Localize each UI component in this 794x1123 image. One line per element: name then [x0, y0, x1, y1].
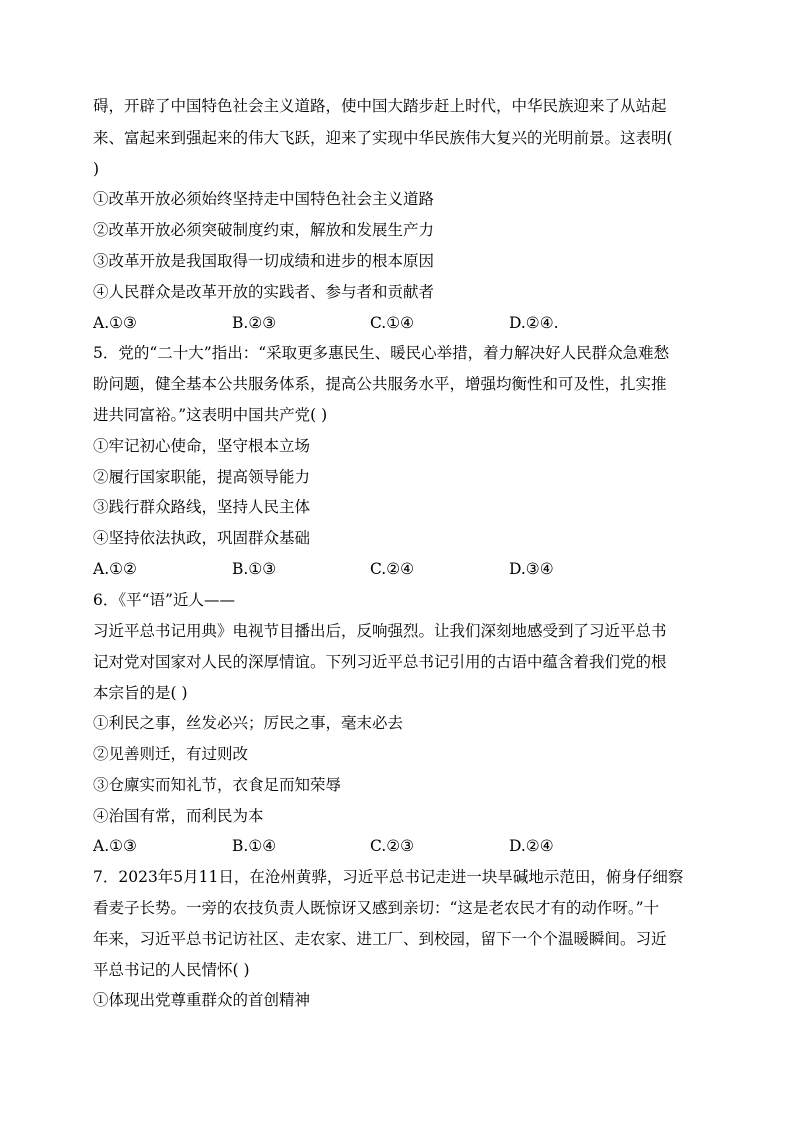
q6-option-a: A.①③: [93, 837, 137, 855]
q6-item-2: ②见善则迁，有过则改: [93, 745, 249, 763]
q5-item-1: ①牢记初心使命，坚守根本立场: [93, 437, 311, 455]
q7-line-2: 看麦子长势。一旁的农技负责人既惊讶又感到亲切：“这是老农民才有的动作呀。”十: [93, 899, 660, 917]
q4-option-a: A.①③: [93, 314, 137, 332]
q5-line-3: 进共同富裕。”这表明中国共产党( ): [93, 406, 328, 424]
q7-line-3: 年来，习近平总书记访社区、走农家、进工厂、到校园，留下一个个温暖瞬间。习近: [93, 930, 667, 948]
q4-item-1: ①改革开放必须始终坚持走中国特色社会主义道路: [93, 190, 435, 208]
q4-line-1: 碍，开辟了中国特色社会主义道路，使中国大踏步赶上时代，中华民族迎来了从站起: [93, 97, 667, 115]
q6-option-b: B.①④: [232, 837, 277, 855]
q4-item-3: ③改革开放是我国取得一切成绩和进步的根本原因: [93, 252, 435, 270]
q6-line-3: 记对党对国家对人民的深厚情谊。下列习近平总书记引用的古语中蕴含着我们党的根: [93, 653, 667, 671]
q4-line-3: ): [93, 160, 100, 178]
q7-line-4: 平总书记的人民情怀( ): [93, 961, 250, 979]
q4-option-b: B.②③: [232, 314, 277, 332]
q5-option-c: C.②④: [370, 560, 415, 578]
q5-line-2: 盼问题，健全基本公共服务体系，提高公共服务水平，增强均衡性和可及性，扎实推: [93, 375, 667, 393]
q7-item-1: ①体现出党尊重群众的首创精神: [93, 991, 311, 1009]
q5-option-b: B.①③: [232, 560, 277, 578]
q5-line-1: 5．党的“二十大”指出：“采取更多惠民生、暖民心举措，着力解决好人民群众急难愁: [93, 344, 670, 362]
q6-item-1: ①利民之事，丝发必兴；厉民之事，毫末必去: [93, 714, 404, 732]
q6-line-2: 习近平总书记用典》电视节目播出后，反响强烈。让我们深刻地感受到了习近平总书: [93, 622, 667, 640]
q5-item-3: ③践行群众路线，坚持人民主体: [93, 498, 311, 516]
q5-option-a: A.①②: [93, 560, 137, 578]
q4-option-d: D.②④.: [509, 314, 559, 332]
q7-line-1: 7．2023年5月11日，在沧州黄骅，习近平总书记走进一块旱碱地示范田，俯身仔细察: [93, 868, 684, 886]
q5-item-2: ②履行国家职能，提高领导能力: [93, 468, 311, 486]
q6-item-3: ③仓廪实而知礼节，衣食足而知荣辱: [93, 776, 342, 794]
q6-line-1: 6．《平“语”近人——: [93, 591, 235, 609]
q4-item-4: ④人民群众是改革开放的实践者、参与者和贡献者: [93, 283, 435, 301]
q6-line-4: 本宗旨的是( ): [93, 684, 188, 702]
q6-option-d: D.②④: [509, 837, 554, 855]
q4-item-2: ②改革开放必须突破制度约束，解放和发展生产力: [93, 221, 435, 239]
q4-option-c: C.①④: [370, 314, 415, 332]
q5-option-d: D.③④: [509, 560, 554, 578]
q6-option-c: C.②③: [370, 837, 415, 855]
q5-item-4: ④坚持依法执政，巩固群众基础: [93, 529, 311, 547]
q6-item-4: ④治国有常，而利民为本: [93, 807, 264, 825]
q4-line-2: 来、富起来到强起来的伟大飞跃，迎来了实现中华民族伟大复兴的光明前景。这表明(: [93, 129, 673, 147]
